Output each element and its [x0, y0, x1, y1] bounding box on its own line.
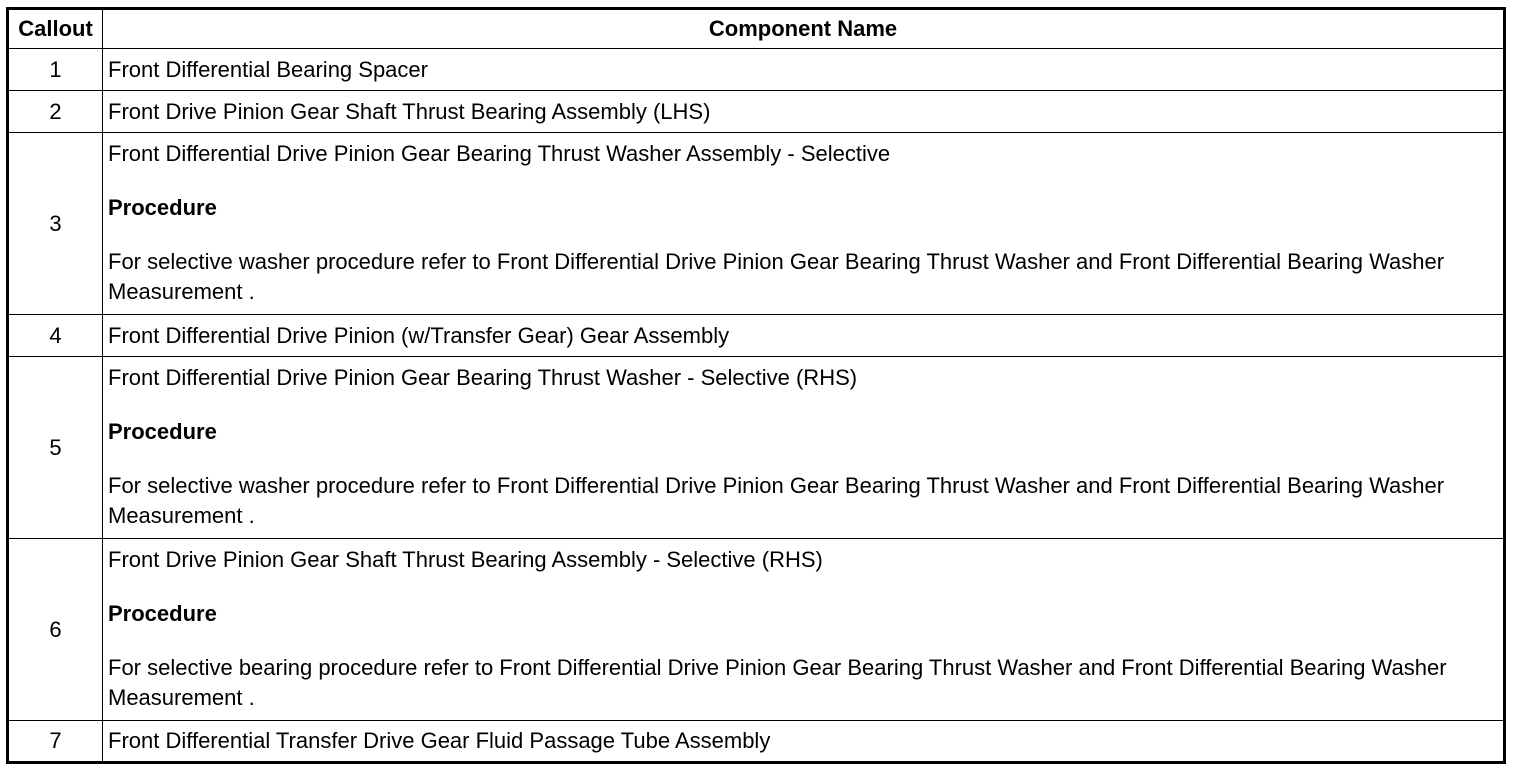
- component-cell: [103, 357, 1505, 539]
- component-name: Front Differential Bearing Spacer: [103, 49, 1505, 91]
- component-name: Front Differential Drive Pinion Gear Bearing Thrust Washer Assembly - Selective: [108, 141, 891, 166]
- table-row: [8, 721, 1505, 763]
- callout-number: 2: [8, 91, 103, 133]
- component-cell: [103, 133, 1505, 315]
- callout-number: 4: [8, 315, 103, 357]
- procedure-title: Procedure: [108, 419, 217, 444]
- table-row: [8, 91, 1505, 133]
- table-row: [8, 315, 1505, 357]
- procedure-text: For selective bearing procedure refer to Front Differential Drive Pinion Gear Bearing Thrust Washer and Front Differential Bearing Washer Measurement .: [108, 655, 1447, 710]
- callout-number: 3: [8, 133, 103, 315]
- component-name: Front Drive Pinion Gear Shaft Thrust Bearing Assembly - Selective (RHS): [108, 547, 823, 572]
- callout-number: 1: [8, 49, 103, 91]
- callout-number: 6: [8, 539, 103, 721]
- callout-number: 7: [8, 721, 103, 763]
- procedure-text: For selective washer procedure refer to Front Differential Drive Pinion Gear Bearing Thrust Washer and Front Differential Bearing Washer Measurement .: [108, 249, 1445, 304]
- component-name: Front Differential Drive Pinion Gear Bearing Thrust Washer - Selective (RHS): [108, 365, 858, 390]
- table-row: [8, 49, 1505, 91]
- table-row: [8, 133, 1505, 315]
- component-name: Front Differential Transfer Drive Gear Fluid Passage Tube Assembly: [103, 721, 1505, 763]
- table-row: [8, 539, 1505, 721]
- header-row: [8, 9, 1505, 49]
- components-table: [6, 7, 1506, 764]
- component-cell: [103, 539, 1505, 721]
- procedure-text: For selective washer procedure refer to Front Differential Drive Pinion Gear Bearing Thrust Washer and Front Differential Bearing Washer Measurement .: [108, 473, 1445, 528]
- callout-number: 5: [8, 357, 103, 539]
- header-component-name: Component Name: [103, 9, 1505, 49]
- table-row: [8, 357, 1505, 539]
- component-name: Front Differential Drive Pinion (w/Transfer Gear) Gear Assembly: [103, 315, 1505, 357]
- header-callout: Callout: [8, 9, 103, 49]
- procedure-title: Procedure: [108, 601, 217, 626]
- procedure-title: Procedure: [108, 195, 217, 220]
- component-name: Front Drive Pinion Gear Shaft Thrust Bearing Assembly (LHS): [103, 91, 1505, 133]
